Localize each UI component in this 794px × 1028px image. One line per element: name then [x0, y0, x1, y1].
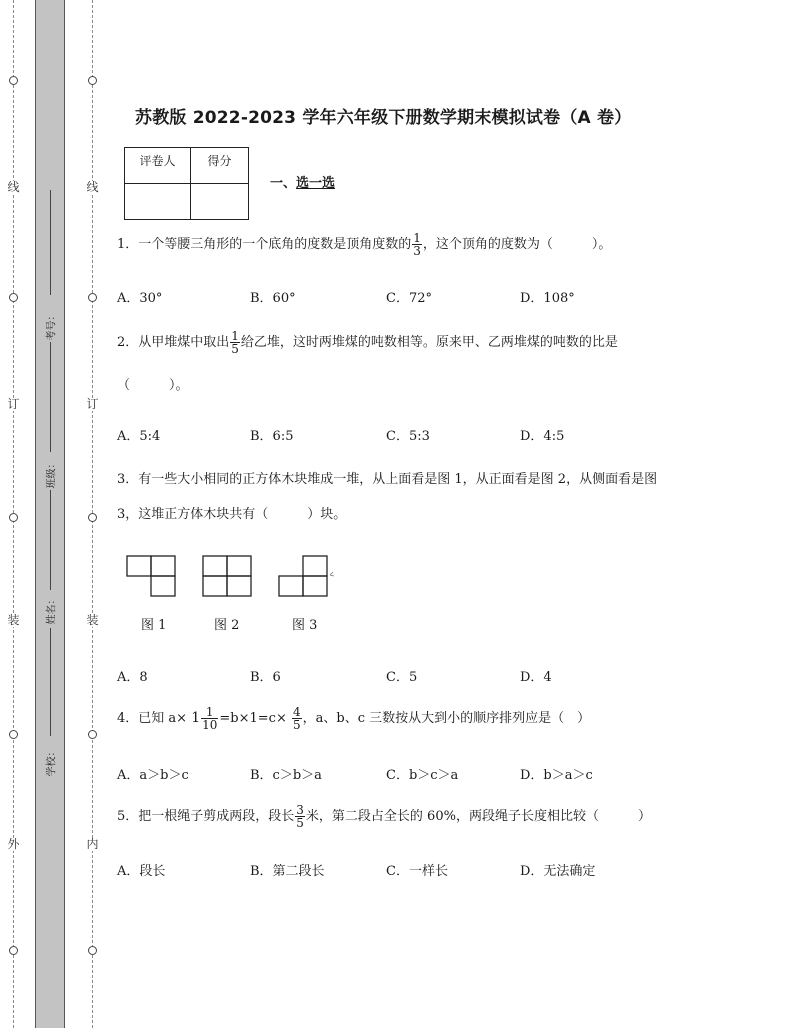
figure-1-caption: 图 1: [141, 618, 167, 633]
question-5: [117, 804, 651, 829]
fraction: $\frac{1}{5}$: [231, 329, 239, 356]
question-1: [117, 232, 611, 257]
option-a[interactable]: A．a＞b＞c: [117, 768, 189, 783]
question-text: 1．一个等腰三角形的一个底角的度数是顶角度数的: [117, 237, 412, 252]
question-3: 3．有一些大小相同的正方体木块堆成一堆，从上面看是图 1，从正面看是图 2，从侧面看是图: [117, 472, 658, 487]
option-c[interactable]: C．b＞c＞a: [386, 768, 459, 783]
binding-hole: [9, 946, 18, 955]
option-b[interactable]: B．6: [250, 670, 281, 685]
school-label: 学校：: [46, 746, 58, 777]
section-heading: [270, 172, 335, 191]
margin-char-outer: 装: [7, 613, 20, 627]
score-cell[interactable]: [191, 184, 249, 220]
option-d[interactable]: D．4:5: [520, 429, 565, 444]
binding-hole: [9, 293, 18, 302]
option-c[interactable]: C．5:3: [386, 429, 430, 444]
exam-number-label: 考号：: [46, 310, 58, 341]
binding-hole: [88, 293, 97, 302]
question-text: =b×1=c×: [219, 711, 287, 726]
question-3-line2: 3，这堆正方体木块共有（ ）块。: [117, 507, 347, 522]
option-b[interactable]: B．60°: [250, 291, 296, 306]
reviewer-header: 评卷人: [125, 148, 191, 184]
figure-3: [278, 555, 338, 599]
margin-char-outer: 订: [7, 397, 20, 411]
fraction: $\frac{1}{3}$: [413, 231, 421, 258]
question-2-line2: （ ）。: [117, 378, 189, 393]
option-a[interactable]: A．段长: [117, 864, 166, 879]
binding-hole: [88, 730, 97, 739]
fraction: $\frac{4}{5}$: [292, 705, 301, 732]
question-2: [117, 330, 618, 355]
figure-3-caption: 图 3: [292, 618, 318, 633]
margin-char-inner: 线: [86, 180, 99, 194]
option-b[interactable]: B．c＞b＞a: [250, 768, 322, 783]
figure-2-caption: 图 2: [214, 618, 240, 633]
page-title: 苏教版 2022-2023 学年六年级下册数学期末模拟试卷（A 卷）: [135, 108, 632, 128]
reviewer-cell[interactable]: [125, 184, 191, 220]
score-table: [124, 147, 249, 220]
margin-char-inner: 订: [86, 397, 99, 411]
figure-2: [202, 555, 254, 599]
question-text: 2．从甲堆煤中取出: [117, 335, 230, 350]
section-name: 选一选: [296, 176, 336, 191]
margin-char-inner: 装: [86, 613, 99, 627]
option-d[interactable]: D．b＞a＞c: [520, 768, 593, 783]
option-b[interactable]: B．6:5: [250, 429, 294, 444]
binding-hole: [9, 76, 18, 85]
option-a[interactable]: A．30°: [117, 291, 163, 306]
margin-char-inner: 内: [86, 837, 99, 851]
option-c[interactable]: C．72°: [386, 291, 432, 306]
option-c[interactable]: C．5: [386, 670, 418, 685]
question-4: [117, 706, 590, 731]
option-c[interactable]: C．一样长: [386, 864, 448, 879]
question-text: ，这个顶角的度数为（ ）。: [422, 237, 612, 252]
question-text: 给乙堆，这时两堆煤的吨数相等。原来甲、乙两堆煤的吨数的比是: [240, 335, 618, 350]
name-label: 姓名：: [46, 594, 58, 625]
section-number: 一、: [270, 176, 297, 191]
margin-char-outer: 线: [7, 180, 20, 194]
option-a[interactable]: A．5:4: [117, 429, 161, 444]
binding-hole: [88, 946, 97, 955]
margin-char-outer: 外: [7, 837, 20, 851]
binding-hole: [88, 513, 97, 522]
binding-hole: [9, 730, 18, 739]
class-line: [50, 342, 51, 452]
fraction: $\frac{1}{10}$: [202, 705, 218, 732]
binding-hole: [88, 76, 97, 85]
score-header: 得分: [191, 148, 249, 184]
question-text: 4．已知 a×: [117, 711, 188, 726]
class-label: 班级：: [46, 458, 58, 489]
option-d[interactable]: D．4: [520, 670, 552, 685]
name-line: [50, 490, 51, 590]
question-text: 5．把一根绳子剪成两段，段长: [117, 809, 295, 824]
binding-hole: [9, 513, 18, 522]
question-text: 米，第二段占全长的 60%，两段绳子长度相比较（ ）: [305, 809, 651, 824]
figure-1: [126, 555, 178, 599]
mixed-number-whole: 1: [191, 710, 201, 726]
fraction: $\frac{3}{5}$: [296, 803, 304, 830]
option-b[interactable]: B．第二段长: [250, 864, 325, 879]
school-line: [50, 628, 51, 736]
option-d[interactable]: D．无法确定: [520, 864, 596, 879]
exam-number-line: [50, 190, 51, 295]
option-d[interactable]: D．108°: [520, 291, 575, 306]
question-text: ，a、b、c 三数按从大到小的顺序排列应是（ ）: [302, 711, 591, 726]
option-a[interactable]: A．8: [117, 670, 148, 685]
